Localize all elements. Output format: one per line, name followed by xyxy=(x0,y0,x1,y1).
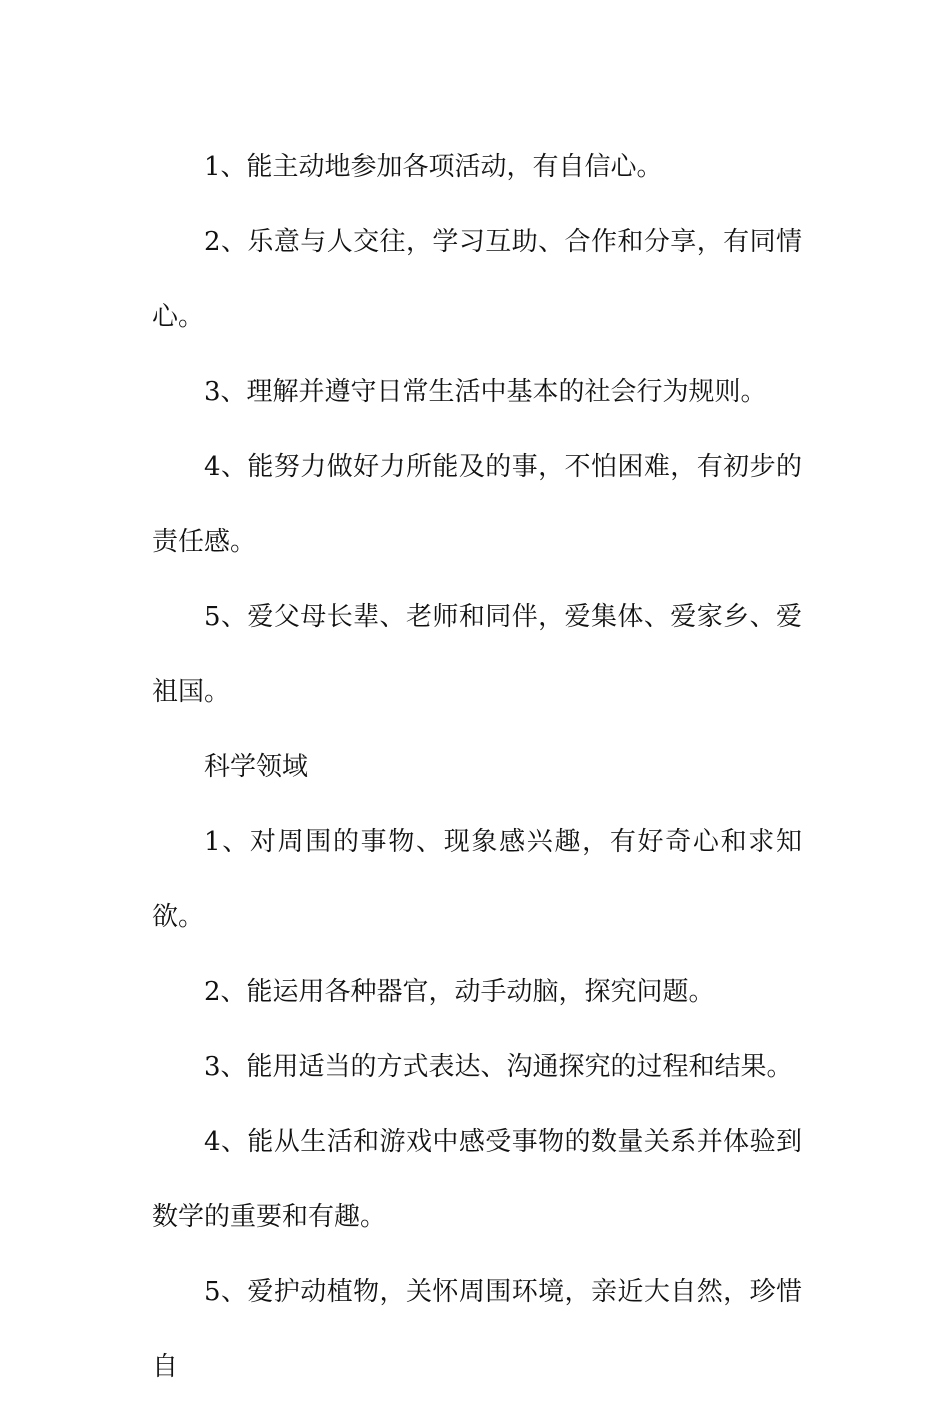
paragraph-science-3: 3、能用适当的方式表达、沟通探究的过程和结果。 xyxy=(204,1052,793,1082)
paragraph-social-3: 3、理解并遵守日常生活中基本的社会行为规则。 xyxy=(204,377,767,407)
document-body xyxy=(152,130,802,1405)
paragraph-social-4: 4、能努力做好力所能及的事，不怕困难，有初步的责任感。 xyxy=(152,452,802,557)
section-heading-science: 科学领域 xyxy=(204,752,309,782)
paragraph-social-2: 2、乐意与人交往，学习互助、合作和分享，有同情心。 xyxy=(152,227,802,332)
paragraph-science-2: 2、能运用各种器官，动手动脑，探究问题。 xyxy=(204,977,715,1007)
paragraph-science-1: 1、对周围的事物、现象感兴趣，有好奇心和求知欲。 xyxy=(152,827,802,932)
paragraph-science-5: 5、爱护动植物，关怀周围环境，亲近大自然，珍惜自 xyxy=(152,1277,802,1382)
paragraph-social-1: 1、能主动地参加各项活动，有自信心。 xyxy=(204,152,663,182)
paragraph-social-5: 5、爱父母长辈、老师和同伴，爱集体、爱家乡、爱祖国。 xyxy=(152,602,802,707)
paragraph-science-4: 4、能从生活和游戏中感受事物的数量关系并体验到数学的重要和有趣。 xyxy=(152,1127,802,1232)
